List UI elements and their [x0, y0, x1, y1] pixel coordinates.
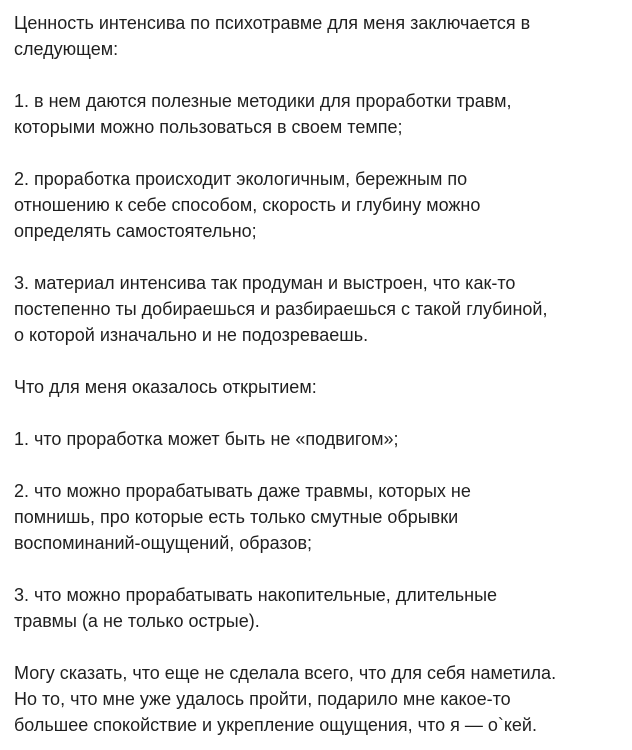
paragraph-spacer — [14, 634, 622, 660]
text-line: 1. что проработка может быть не «подвигом»; — [14, 429, 399, 449]
text-line: помнишь, про которые есть только смутные обрывки — [14, 507, 459, 527]
discovery-point-3 — [14, 582, 622, 634]
text-line: которыми можно пользоваться в своем темпе; — [14, 117, 403, 137]
text-line: отношению к себе способом, скорость и глубину можно — [14, 195, 481, 215]
discovery-point-1 — [14, 426, 622, 452]
text-line: о которой изначально и не подозреваешь. — [14, 325, 369, 345]
text-line: Могу сказать, что еще не сделала всего, что для себя наметила. — [14, 663, 557, 683]
text-line: 2. что можно прорабатывать даже травмы, которых не — [14, 481, 471, 501]
discovery-point-2 — [14, 478, 622, 556]
text-line: постепенно ты добираешься и разбираешься с такой глубиной, — [14, 299, 548, 319]
text-line: следующем: — [14, 39, 119, 59]
paragraph-spacer — [14, 348, 622, 374]
text-line: 3. что можно прорабатывать накопительные, длительные — [14, 585, 498, 605]
paragraph-spacer — [14, 400, 622, 426]
text-line: большее спокойствие и укрепление ощущения, что я — о`кей. — [14, 715, 537, 735]
text-line: 3. материал интенсива так продуман и выстроен, что как-то — [14, 273, 516, 293]
value-point-3 — [14, 270, 622, 348]
paragraph-spacer — [14, 556, 622, 582]
text-line: воспоминаний-ощущений, образов; — [14, 533, 313, 553]
text-line: 2. проработка происходит экологичным, бережным по — [14, 169, 468, 189]
text-line: Что для меня оказалось открытием: — [14, 377, 317, 397]
text-line: Ценность интенсива по психотравме для меня заключается в — [14, 13, 531, 33]
value-point-2 — [14, 166, 622, 244]
text-line: определять самостоятельно; — [14, 221, 257, 241]
paragraph-spacer — [14, 140, 622, 166]
conclusion-paragraph — [14, 660, 622, 738]
value-point-1 — [14, 88, 622, 140]
paragraph-spacer — [14, 62, 622, 88]
text-line: 1. в нем даются полезные методики для проработки травм, — [14, 91, 512, 111]
intro-paragraph — [14, 10, 622, 62]
paragraph-spacer — [14, 244, 622, 270]
discovery-heading — [14, 374, 622, 400]
text-line: Но то, что мне уже удалось пройти, подарило мне какое-то — [14, 689, 511, 709]
text-line: травмы (а не только острые). — [14, 611, 260, 631]
message-text — [14, 10, 622, 738]
paragraph-spacer — [14, 452, 622, 478]
